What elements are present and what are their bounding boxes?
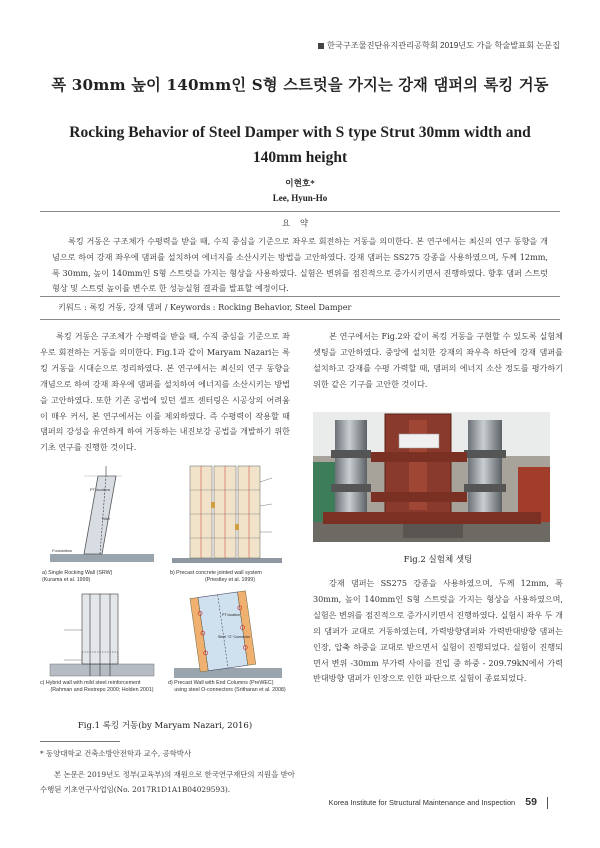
page-footer: [329, 796, 548, 809]
foundation-label: Foundation: [52, 548, 73, 553]
wall-label: Wall: [102, 516, 110, 521]
fig1-panel-d-ref: using steel O-connectors (Sritharan et al. 2008): [174, 687, 286, 693]
steel-connector-label: Steel "O" Connector: [218, 635, 251, 639]
fig1-panel-d-label: d) Precast Wall with End Columns (PreWEC): [168, 680, 274, 686]
fig1-panel-d-caption: [168, 680, 292, 694]
footnote-affiliation: * 동양대학교 건축소방안전학과 교수, 공학박사: [40, 749, 192, 758]
pt-location-label-d: PT location: [222, 613, 240, 617]
abstract-text: 록킹 거동은 구조체가 수평력을 받을 때, 수직 중심을 기준으로 좌우로 회전하는 거동을 의미한다. 본 연구에서는 최신의 연구 동향을 개념으로 하여 강재 좌우에 댐퍼를 설치하여 에너지를 소산시키는 방법을 고안하였다. 강재 댐퍼는 SS275 강종을 사용하였으며, 두께 12mm, 폭 30mm, 높이 140mm인 S형 스트럿을 가지는 형상을 사용하였다. 실험은 변위를 점진적으로 증가시키면서 진행하였다. 향후 댐퍼 스트럿 형상 및 스트럿 높이를 변수로 한 성능실험 결과를 발표할 예정이다.: [52, 236, 548, 294]
fig1-panel-d-drawing: [168, 590, 286, 680]
fig1-panel-c-caption: [40, 680, 164, 694]
actuator-cylinder-left: [335, 420, 367, 520]
fig1-panel-b-ref: (Priestley et al. 1999): [204, 577, 256, 583]
fig1-panel-c-ref: (Rahman and Restrepo 2000; Holden 2001): [50, 687, 154, 693]
footer-divider: [547, 797, 548, 809]
footer-journal: Korea Institute for Structural Maintenance and Inspection: [328, 798, 516, 807]
fig1-panel-b-caption: [170, 570, 290, 584]
page-number: 59: [525, 796, 537, 808]
title-korean: 폭 30mm 높이 140mm인 S형 스트럿을 가지는 강재 댐퍼의 록킹 거동: [51, 76, 549, 94]
pt-location-label: PT location: [90, 487, 110, 492]
fig1-caption: Fig.1 록킹 거동(by Maryam Nazari, 2016): [77, 721, 253, 731]
abstract-heading: 요약: [281, 218, 319, 228]
fig2-photo: [313, 412, 550, 542]
body-right-paragraph-2: 강재 댐퍼는 SS275 강종을 사용하였으며, 두께 12mm, 폭 30mm, 높이 140mm인 S형 스트럿을 가지는 형상을 사용하였으며, 실험은 변위를 점진적으로 증가시키면서 진행하였다. 실험시 좌우 두 개의 댐퍼가 교대로 거동하였는데, 가력방향댐퍼와 가력반대방향 댐퍼는 인장, 압축 하중을 교대로 받으면서 실험이 진행되었다. 실험이 진행되면서 변위 -30mm 부가력 사이를 진입 중 하중 - 209.79kN에서 가력반대방향 댐퍼가 인장으로 인한 파단으로 실험이 종료되었다.: [313, 578, 563, 684]
header-mark-icon: [318, 43, 324, 49]
body-right-paragraph-1: 본 연구에서는 Fig.2와 같이 록킹 거동을 구현할 수 있도록 실험체 셋팅을 고안하였다. 중앙에 설치한 강재의 좌우측 하단에 강재 댐퍼를 설치하고 강재를 수평 가력할 때, 댐퍼의 에너지 소산 정도를 평가하기 위한 같은 기구를 고안한 것이다.: [313, 331, 563, 389]
fig1-panel-c-label: c) Hybrid wall with mild steel reinforcement: [40, 680, 141, 686]
footnote-rule: [40, 741, 120, 742]
actuator-cylinder-right: [468, 420, 502, 520]
fig1-panel-a-drawing: [44, 462, 162, 570]
running-title: 한국구조물진단유지관리공학회 2019년도 가을 학술발표회 논문집: [327, 41, 560, 50]
fig1-panel-a-label: a) Single Rocking Wall (SRW): [42, 570, 113, 576]
fig1-panel-c-drawing: [44, 590, 162, 680]
fig1-panel-b-label: b) Precast concrete jointed wall system: [170, 570, 262, 576]
abstract-top-rule: [40, 211, 560, 212]
footnote-funding: 본 논문은 2019년도 정부(교육부)의 재원으로 한국연구재단의 지원을 받아 수행된 기초연구사업임(No. 2017R1D1A1B04029593).: [40, 770, 295, 794]
keywords-rule: [40, 319, 560, 320]
foundation-block: [50, 554, 154, 562]
title-english: Rocking Behavior of Steel Damper with S type Strut 30mm width and 140mm height: [69, 124, 531, 166]
fig1-panel-b-drawing: [168, 462, 286, 570]
running-header: [318, 40, 560, 51]
fig2-caption: Fig.2 실험체 셋팅: [403, 555, 473, 565]
fig1-panel-a-ref: (Kurama et al. 1999): [42, 577, 91, 583]
fig1-panel-a-caption: [42, 570, 162, 584]
keywords: 키워드 : 록킹 거동, 강재 댐퍼 / Keywords : Rocking Behavior, Steel Damper: [58, 302, 352, 312]
figure-1: [40, 462, 290, 712]
abstract-bottom-rule: [40, 296, 560, 297]
body-left-paragraph: 록킹 거동은 구조체가 수평력을 받을 때, 수직 중심을 기준으로 좌우로 회전하는 거동을 의미한다. Fig.1과 같이 Maryam Nazari는 록킹 거동을 시대순으로 정리하였다. 본 연구에서는 최신의 연구 동향을 개념으로 하여 강재 좌우에 댐퍼를 설치하여 에너지를 소산시키는 방법을 고안하였다. 또한 기존 공법에 있던 셀프 센터링은 시공상의 어려움이 매우 커서, 본 연구에서는 이를 제외하였다. 즉 수평력이 작용할 때 댐퍼의 강성을 유연하게 하여 거동하는 내진보강 공법을 개발하기 위한 기초 연구를 진행한 것이다.: [40, 331, 290, 453]
author-korean: 이현호*: [285, 179, 315, 189]
author-english: Lee, Hyun-Ho: [272, 193, 328, 203]
